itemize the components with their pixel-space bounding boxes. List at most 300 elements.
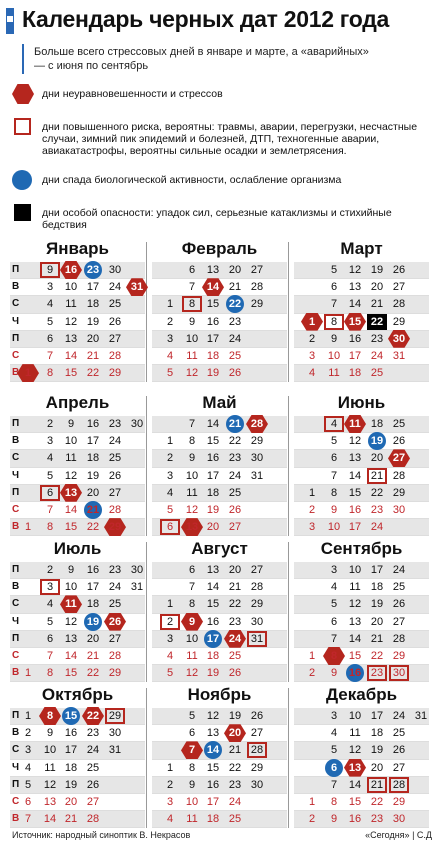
day-cell: 21: [228, 581, 242, 594]
day-cell: 16: [348, 813, 362, 826]
day-cell: 25: [108, 298, 122, 311]
day-cell: 21: [370, 298, 384, 311]
day-cell: 18: [64, 761, 78, 774]
month-block: [294, 538, 429, 682]
day-cell: 1: [24, 710, 32, 722]
month-block: [294, 684, 429, 828]
day-cell: 26: [108, 315, 122, 328]
day-cell: 22: [370, 486, 384, 499]
weekday-label: В: [12, 581, 20, 593]
month-block: [10, 538, 145, 682]
day-cell: 29: [250, 435, 264, 448]
day-cell: 19: [370, 598, 384, 611]
week-row: [10, 485, 145, 502]
month-block: [294, 392, 429, 536]
week-row: [294, 485, 429, 502]
day-cell: 15: [348, 486, 362, 499]
week-row: [152, 416, 287, 433]
day-cell: 30: [250, 778, 264, 791]
day-cell: 4: [166, 486, 174, 499]
day-cell: 18: [86, 298, 100, 311]
month-name: Сентябрь: [320, 539, 403, 558]
day-cell: 10: [327, 349, 341, 362]
day-cell: 7: [46, 349, 54, 362]
day-cell: 22: [86, 667, 100, 680]
day-cell: 29: [250, 598, 264, 611]
day-cell: 24: [86, 744, 100, 757]
day-cell: 30: [250, 452, 264, 465]
day-cell: 14: [348, 778, 362, 791]
weekday-label: В: [12, 281, 20, 293]
day-cell: 7: [188, 581, 196, 594]
month-name: Октябрь: [41, 685, 114, 704]
day-cell: 1: [24, 667, 32, 680]
week-row: [152, 665, 287, 682]
day-stress-hex: 8: [40, 708, 60, 724]
day-cell: 7: [330, 469, 338, 482]
week-row: [152, 777, 287, 794]
day-cell: 27: [392, 615, 406, 628]
week-row: [294, 502, 429, 519]
day-cell: 30: [250, 615, 264, 628]
day-stress-hex: 8: [324, 648, 344, 664]
day-low-activity-circle: 19: [83, 614, 103, 630]
day-cell: 11: [328, 367, 340, 380]
week-row: [294, 365, 429, 382]
day-cell: 14: [64, 503, 78, 516]
week-row: [10, 331, 145, 348]
legend-text: дни особой опасности: упадок сил, серьезные катаклизмы и стихийные бедствия: [42, 207, 392, 231]
day-cell: 20: [370, 452, 384, 465]
legend-text: дни повышенного риска, вероятны: травмы, аварии, перегрузки, несчастные случаи, зимний пик эпидемий и болезней, ДТП, техногенные аварии, авиакатастрофы, вероятны сильные осадки и землетрясения.: [42, 121, 418, 157]
weekday-label: С: [12, 795, 20, 807]
month-block: [152, 538, 287, 682]
day-cell: 11: [65, 452, 77, 465]
week-row: [10, 314, 145, 331]
day-cell: 27: [228, 521, 242, 534]
day-cell: 25: [392, 418, 406, 430]
day-cell: 19: [86, 469, 100, 482]
day-cell: 3: [46, 435, 54, 448]
day-cell: 16: [86, 564, 100, 576]
day-cell: 28: [392, 632, 406, 645]
day-cell: 3: [166, 332, 174, 345]
weekday-label: С: [12, 452, 20, 464]
week-row: [10, 433, 145, 450]
day-cell: 15: [206, 435, 220, 448]
day-cell: 17: [64, 744, 78, 757]
weekday-label: П: [12, 564, 20, 575]
week-row: [152, 433, 287, 450]
week-row: [10, 708, 145, 725]
day-cell: 24: [370, 349, 384, 362]
day-stress-hex: 13: [345, 760, 365, 776]
week-row: [10, 614, 145, 631]
day-cell: 14: [348, 469, 362, 482]
weekday-label: П: [12, 778, 20, 790]
day-cell: 20: [64, 795, 78, 808]
legend-text: дни неуравновешенности и стрессов: [42, 88, 223, 100]
day-cell: 30: [392, 503, 406, 516]
day-cell: 12: [185, 667, 199, 680]
day-cell: 17: [206, 469, 220, 482]
day-risk-square: 30: [389, 665, 409, 681]
week-row: [10, 450, 145, 467]
day-cell: 14: [64, 649, 78, 662]
day-cell: 27: [86, 795, 100, 808]
day-cell: 13: [348, 452, 362, 465]
day-cell: 12: [348, 744, 362, 757]
month-name: Июнь: [337, 393, 386, 412]
weekday-label: П: [12, 264, 20, 275]
day-cell: 10: [327, 521, 341, 534]
day-cell: 11: [349, 581, 361, 594]
day-cell: 25: [228, 813, 242, 826]
day-cell: 26: [392, 598, 406, 611]
subtitle: Больше всего стрессовых дней в январе и марте, а «аварийных» — с июня по сентябрь: [34, 46, 369, 72]
month-block: [10, 238, 145, 382]
day-cell: 25: [370, 367, 384, 380]
week-row: [294, 742, 429, 759]
day-cell: 4: [24, 761, 32, 774]
month-block: [152, 392, 287, 536]
day-stress-hex: 28: [247, 416, 267, 432]
day-cell: 2: [308, 667, 316, 680]
day-cell: 9: [46, 727, 54, 740]
weekday-label: В: [12, 813, 20, 825]
day-cell: 5: [330, 598, 338, 611]
month-name: Ноябрь: [187, 685, 252, 704]
day-stress-hex: 22: [83, 708, 103, 724]
day-cell: 13: [206, 727, 220, 740]
week-row: [294, 450, 429, 467]
day-cell: 9: [330, 813, 338, 826]
day-cell: 14: [206, 581, 220, 594]
day-cell: 29: [250, 761, 264, 774]
day-cell: 19: [206, 667, 220, 680]
month-name: Март: [340, 239, 383, 258]
day-cell: 22: [370, 795, 384, 808]
day-cell: 28: [108, 503, 122, 516]
day-cell: 5: [330, 744, 338, 757]
day-cell: 14: [43, 813, 57, 826]
day-risk-square: 6: [160, 519, 180, 535]
day-stress-hex: 1: [18, 365, 38, 381]
day-cell: 8: [46, 667, 54, 680]
week-row: [152, 279, 287, 296]
day-cell: 9: [330, 503, 338, 516]
day-cell: 27: [108, 632, 122, 645]
day-cell: 27: [392, 761, 406, 774]
day-cell: 12: [64, 315, 78, 328]
day-low-activity-circle: 21: [83, 502, 103, 518]
day-cell: 29: [392, 649, 406, 662]
day-cell: 25: [108, 598, 122, 611]
day-cell: 16: [206, 615, 220, 628]
day-cell: 4: [46, 598, 54, 611]
day-cell: 26: [228, 667, 242, 680]
day-cell: 25: [392, 581, 406, 594]
day-cell: 11: [65, 298, 77, 311]
day-cell: 16: [64, 727, 78, 740]
weekday-label: С: [12, 598, 20, 610]
red-hexagon-icon: [12, 84, 34, 104]
week-row: [294, 579, 429, 596]
day-cell: 15: [64, 367, 78, 380]
day-cell: 27: [108, 332, 122, 345]
day-stress-hex: 20: [225, 725, 245, 741]
day-cell: 10: [185, 332, 199, 345]
day-cell: 3: [330, 710, 338, 722]
day-cell: 1: [166, 298, 174, 311]
day-cell: 10: [64, 435, 78, 448]
day-cell: 21: [228, 744, 242, 757]
day-cell: 18: [348, 367, 362, 380]
day-cell: 17: [206, 332, 220, 345]
day-cell: 29: [392, 486, 406, 499]
day-cell: 18: [370, 581, 384, 594]
day-cell: 12: [348, 264, 362, 276]
day-cell: 1: [308, 795, 316, 808]
day-cell: 9: [330, 667, 338, 680]
day-cell: 3: [330, 564, 338, 576]
day-cell: 6: [46, 632, 54, 645]
day-cell: 10: [348, 710, 362, 722]
day-low-activity-circle: 16: [345, 665, 365, 681]
day-cell: 7: [46, 503, 54, 516]
day-cell: 8: [46, 521, 54, 534]
day-cell: 19: [206, 367, 220, 380]
day-cell: 26: [228, 503, 242, 516]
day-cell: 29: [108, 367, 122, 380]
day-stress-hex: 11: [61, 596, 81, 612]
week-row: [152, 742, 287, 759]
day-cell: 6: [330, 452, 338, 465]
week-row: [152, 725, 287, 742]
week-row: [294, 562, 429, 579]
day-cell: 13: [348, 281, 362, 294]
week-row: [294, 331, 429, 348]
day-cell: 30: [130, 418, 144, 430]
weekday-label: В: [12, 667, 20, 679]
day-cell: 23: [228, 615, 242, 628]
column-divider: [288, 688, 289, 828]
day-cell: 7: [330, 632, 338, 645]
day-cell: 26: [86, 778, 100, 791]
day-risk-square: 23: [367, 665, 387, 681]
week-row: [152, 262, 287, 279]
week-row: [10, 579, 145, 596]
day-cell: 16: [206, 452, 220, 465]
day-cell: 2: [308, 503, 316, 516]
day-cell: 19: [228, 710, 242, 722]
week-row: [10, 348, 145, 365]
week-row: [10, 416, 145, 433]
week-row: [10, 665, 145, 682]
weekday-label: П: [12, 332, 20, 344]
day-cell: 26: [392, 435, 406, 448]
day-cell: 1: [166, 761, 174, 774]
week-row: [152, 485, 287, 502]
day-cell: 11: [186, 349, 198, 362]
day-cell: 30: [108, 727, 122, 740]
day-stress-hex: 11: [345, 416, 365, 432]
day-cell: 15: [206, 761, 220, 774]
day-cell: 17: [86, 581, 100, 594]
day-cell: 23: [370, 813, 384, 826]
day-cell: 19: [86, 315, 100, 328]
week-row: [152, 468, 287, 485]
week-row: [152, 631, 287, 648]
day-cell: 17: [206, 795, 220, 808]
day-cell: 25: [228, 349, 242, 362]
day-cell: 9: [330, 332, 338, 345]
day-stress-hex: 14: [203, 279, 223, 295]
day-cell: 2: [46, 564, 54, 576]
day-cell: 1: [308, 649, 316, 662]
day-cell: 22: [228, 435, 242, 448]
week-row: [294, 760, 429, 777]
day-cell: 7: [188, 418, 196, 430]
header-accent: [6, 8, 14, 34]
week-row: [294, 725, 429, 742]
day-cell: 3: [166, 469, 174, 482]
week-row: [294, 433, 429, 450]
day-cell: 22: [86, 367, 100, 380]
day-cell: 8: [46, 367, 54, 380]
day-cell: 28: [392, 469, 406, 482]
day-risk-square: 28: [389, 777, 409, 793]
day-cell: 26: [392, 264, 406, 276]
week-row: [10, 365, 145, 382]
day-cell: 4: [330, 581, 338, 594]
day-cell: 20: [206, 521, 220, 534]
week-row: [152, 794, 287, 811]
day-cell: 12: [206, 710, 220, 722]
week-row: [294, 777, 429, 794]
week-row: [152, 562, 287, 579]
day-cell: 26: [228, 367, 242, 380]
day-low-activity-circle: 23: [83, 262, 103, 278]
day-cell: 2: [166, 452, 174, 465]
weekday-label: Ч: [12, 315, 20, 327]
week-row: [152, 348, 287, 365]
day-cell: 23: [228, 315, 242, 328]
day-cell: 25: [228, 486, 242, 499]
week-row: [294, 648, 429, 665]
week-row: [294, 416, 429, 433]
day-cell: 14: [348, 632, 362, 645]
blue-circle-icon: [12, 170, 34, 190]
day-stress-hex: 9: [182, 614, 202, 630]
month-name: Май: [202, 393, 237, 412]
day-cell: 7: [330, 778, 338, 791]
day-cell: 26: [108, 469, 122, 482]
day-stress-hex: 29: [105, 519, 125, 535]
day-cell: 18: [370, 418, 384, 430]
week-row: [10, 648, 145, 665]
day-cell: 11: [186, 486, 198, 499]
month-name: Январь: [45, 239, 109, 258]
week-row: [294, 296, 429, 313]
week-row: [10, 468, 145, 485]
day-cell: 20: [86, 332, 100, 345]
day-cell: 2: [308, 332, 316, 345]
week-row: [152, 579, 287, 596]
day-cell: 5: [24, 778, 32, 791]
weekday-label: Ч: [12, 469, 20, 481]
day-cell: 31: [414, 710, 428, 722]
day-cell: 24: [370, 521, 384, 534]
day-cell: 5: [188, 710, 196, 722]
day-cell: 5: [46, 315, 54, 328]
day-cell: 23: [108, 418, 122, 430]
day-risk-square: 9: [40, 262, 60, 278]
day-cell: 6: [330, 615, 338, 628]
week-row: [10, 725, 145, 742]
day-cell: 22: [228, 761, 242, 774]
day-cell: 4: [46, 452, 54, 465]
day-risk-square: 8: [182, 296, 202, 312]
black-square-icon: [12, 203, 34, 223]
day-cell: 9: [188, 778, 196, 791]
day-stress-hex: 1: [302, 314, 322, 330]
weekday-label: Ч: [12, 615, 20, 627]
day-cell: 24: [392, 710, 406, 722]
subtitle-accent: [22, 44, 24, 74]
day-low-activity-circle: 21: [225, 416, 245, 432]
day-cell: 15: [348, 649, 362, 662]
day-cell: 12: [185, 367, 199, 380]
day-cell: 10: [43, 744, 57, 757]
day-cell: 31: [130, 581, 144, 594]
day-cell: 18: [370, 727, 384, 740]
day-stress-hex: 16: [61, 262, 81, 278]
month-block: [152, 684, 287, 828]
day-cell: 3: [308, 349, 316, 362]
day-cell: 23: [370, 503, 384, 516]
column-divider: [288, 242, 289, 382]
day-cell: 15: [348, 795, 362, 808]
week-row: [294, 811, 429, 828]
week-row: [152, 708, 287, 725]
day-cell: 2: [308, 813, 316, 826]
day-cell: 18: [206, 486, 220, 499]
day-cell: 16: [206, 315, 220, 328]
day-cell: 11: [349, 727, 361, 740]
day-cell: 1: [24, 521, 32, 534]
day-cell: 17: [86, 435, 100, 448]
weekday-label: В: [12, 727, 20, 739]
weekday-label: В: [12, 367, 20, 379]
day-cell: 4: [166, 349, 174, 362]
week-row: [152, 760, 287, 777]
day-cell: 20: [370, 281, 384, 294]
day-cell: 24: [108, 435, 122, 448]
week-row: [10, 296, 145, 313]
week-row: [10, 811, 145, 828]
day-cell: 11: [186, 813, 198, 826]
day-cell: 20: [370, 615, 384, 628]
day-cell: 4: [46, 298, 54, 311]
day-cell: 28: [86, 813, 100, 826]
day-cell: 6: [24, 795, 32, 808]
day-cell: 30: [130, 564, 144, 576]
week-row: [152, 450, 287, 467]
month-name: Август: [191, 539, 248, 558]
weekday-label: Ч: [12, 761, 20, 773]
week-row: [10, 519, 145, 536]
